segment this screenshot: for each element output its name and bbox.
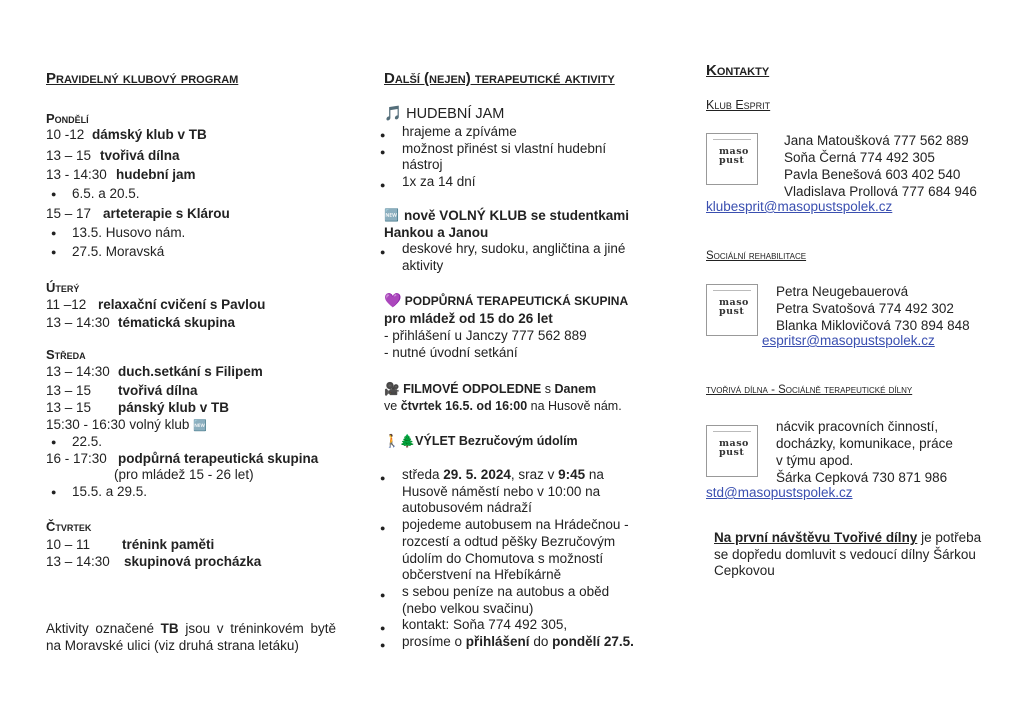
contact-person: Petra Svatošová 774 492 302 <box>776 301 954 316</box>
group-heading: 💜 PODPŮRNÁ TERAPEUTICKÁ SKUPINA <box>384 293 629 309</box>
jam-list <box>384 124 634 190</box>
new-icon: 🆕 <box>384 208 399 222</box>
contact-person: Petra Neugebauerová <box>776 284 909 299</box>
esprit-heading: Klub Esprit <box>706 98 771 112</box>
list-item: ● deskové hry, sudoku, angličtina a jiné aktivity <box>384 241 634 274</box>
contact-person: Blanka Miklovičová 730 894 848 <box>776 318 970 333</box>
movie-camera-icon: 🎥 <box>384 381 400 396</box>
contact-person: Jana Matoušková 777 562 889 <box>784 133 969 148</box>
dilna-line: nácvik pracovních činností, <box>776 419 939 434</box>
group-line: - nutné úvodní setkání <box>384 345 518 360</box>
dilna-line: Šárka Cepková 730 871 986 <box>776 470 948 485</box>
new-icon: 🆕 <box>193 419 207 432</box>
dilna-line: v týmu apod. <box>776 453 854 468</box>
list-item: ● s sebou peníze na autobus a oběd (nebo velkou svačinu) <box>384 584 636 617</box>
schedule-row: 13 – 14:30 skupinová procházka <box>46 554 262 569</box>
list-item: ● 1x za 14 dní <box>384 174 634 191</box>
dilna-line: docházky, komunikace, práce <box>776 436 953 451</box>
contacts-title: Kontakty <box>706 62 770 79</box>
weekly-program-title: Pravidelný klubový program <box>46 70 239 87</box>
hiker-tree-icon: 🚶🌲 <box>384 433 416 448</box>
masopust-logo: maso pust <box>706 425 758 477</box>
rehab-heading: Sociální rehabilitace <box>706 250 807 262</box>
schedule-row: 16 - 17:30 podpůrná terapeutická skupina <box>46 451 319 466</box>
schedule-date: ● 15.5. a 29.5. <box>46 484 147 499</box>
activities-title: Další (nejen) terapeutické aktivity <box>384 70 615 87</box>
thursday-heading: Čtvrtek <box>46 519 92 534</box>
schedule-row: 13 – 14:30 tématická skupina <box>46 315 236 330</box>
club-list <box>384 241 634 274</box>
esprit-email-link[interactable]: klubesprit@masopustspolek.cz <box>706 199 893 214</box>
list-item: ● pojedeme autobusem na Hrádečnou - rozcestí a odtud pěšky Bezručovým údolím do Chomutova s možností občerstvení na Hřebíkárně <box>384 517 636 584</box>
dilna-contacts <box>776 418 953 486</box>
group-line: - přihlášení u Janczy 777 562 889 <box>384 328 587 343</box>
music-note-icon: 🎵 <box>384 106 403 122</box>
list-item: ● prosíme o přihlášení do pondělí 27.5. <box>384 634 636 651</box>
list-item: ● kontakt: Soňa 774 492 305, <box>384 617 636 634</box>
schedule-date: ● 13.5. Husovo nám. <box>46 225 185 240</box>
tb-footnote: Aktivity označené TB jsou v tréninkovém bytě na Moravské ulici (viz druhá strana letáku) <box>46 621 336 653</box>
schedule-row: 11 –12 relaxační cvičení s Pavlou <box>46 297 266 312</box>
masopust-logo: maso pust <box>706 133 758 185</box>
trip-heading: 🚶🌲VÝLET Bezručovým údolím <box>384 433 578 448</box>
contact-person: Pavla Benešová 603 402 540 <box>784 167 961 182</box>
schedule-date: ● 22.5. <box>46 434 102 449</box>
wednesday-heading: Středa <box>46 347 86 362</box>
contact-person: Soňa Černá 774 492 305 <box>784 150 935 165</box>
schedule-row: 15 – 17 arteterapie s Klárou <box>46 206 230 221</box>
jam-heading: 🎵 HUDEBNÍ JAM <box>384 106 505 122</box>
dilna-email-link[interactable]: std@masopustspolek.cz <box>706 485 853 500</box>
rehab-email-link[interactable]: espritsr@masopustspolek.cz <box>762 333 935 348</box>
film-heading: 🎥 FILMOVÉ ODPOLEDNE s Danem <box>384 381 597 396</box>
schedule-row: 13 - 14:30 hudební jam <box>46 167 196 182</box>
schedule-row: 10 -12 dámský klub v TB <box>46 127 207 142</box>
contact-person: Vladislava Prollová 777 684 946 <box>784 184 977 199</box>
schedule-row: 10 – 11 trénink paměti <box>46 537 215 552</box>
schedule-row: 15:30 - 16:30 volný klub 🆕 <box>46 417 207 432</box>
club-heading: nově VOLNÝ KLUB se studentkami Hankou a Janou <box>384 208 630 240</box>
purple-heart-icon: 💜 <box>384 293 402 309</box>
list-item: ● možnost přinést si vlastní hudební nástroj <box>384 141 634 174</box>
monday-heading: Pondělí <box>46 111 89 126</box>
list-item: ● hrajeme a zpíváme <box>384 124 634 141</box>
tuesday-heading: Úterý <box>46 280 80 295</box>
group-subtitle: pro mládež od 15 do 26 let <box>384 311 553 326</box>
esprit-contacts <box>784 132 977 200</box>
schedule-row: 13 – 14:30 duch.setkání s Filipem <box>46 364 263 379</box>
schedule-row: 13 – 15 tvořivá dílna <box>46 148 180 163</box>
first-visit-note: Na první návštěvu Tvořivé dílny je potřeba se dopředu domluvit s vedoucí dílny Šárkou Cepkovou <box>714 530 982 578</box>
list-item: ● středa 29. 5. 2024, sraz v 9:45 na Husově náměstí nebo v 10:00 na autobusovém nádraží <box>384 467 636 517</box>
schedule-row: 13 – 15 pánský klub v TB <box>46 400 230 415</box>
schedule-date: ● 27.5. Moravská <box>46 244 164 259</box>
schedule-row: 13 – 15 tvořivá dílna <box>46 383 198 398</box>
trip-list <box>384 467 636 651</box>
rehab-contacts <box>776 283 970 334</box>
film-details: ve čtvrtek 16.5. od 16:00 na Husově nám. <box>384 399 622 413</box>
masopust-logo: maso pust <box>706 284 758 336</box>
schedule-date: ● 6.5. a 20.5. <box>46 186 140 201</box>
dilna-heading: tvořivá dílna - Sociálně terapeutické dílny <box>706 384 913 396</box>
schedule-note: (pro mládež 15 - 26 let) <box>114 467 254 482</box>
